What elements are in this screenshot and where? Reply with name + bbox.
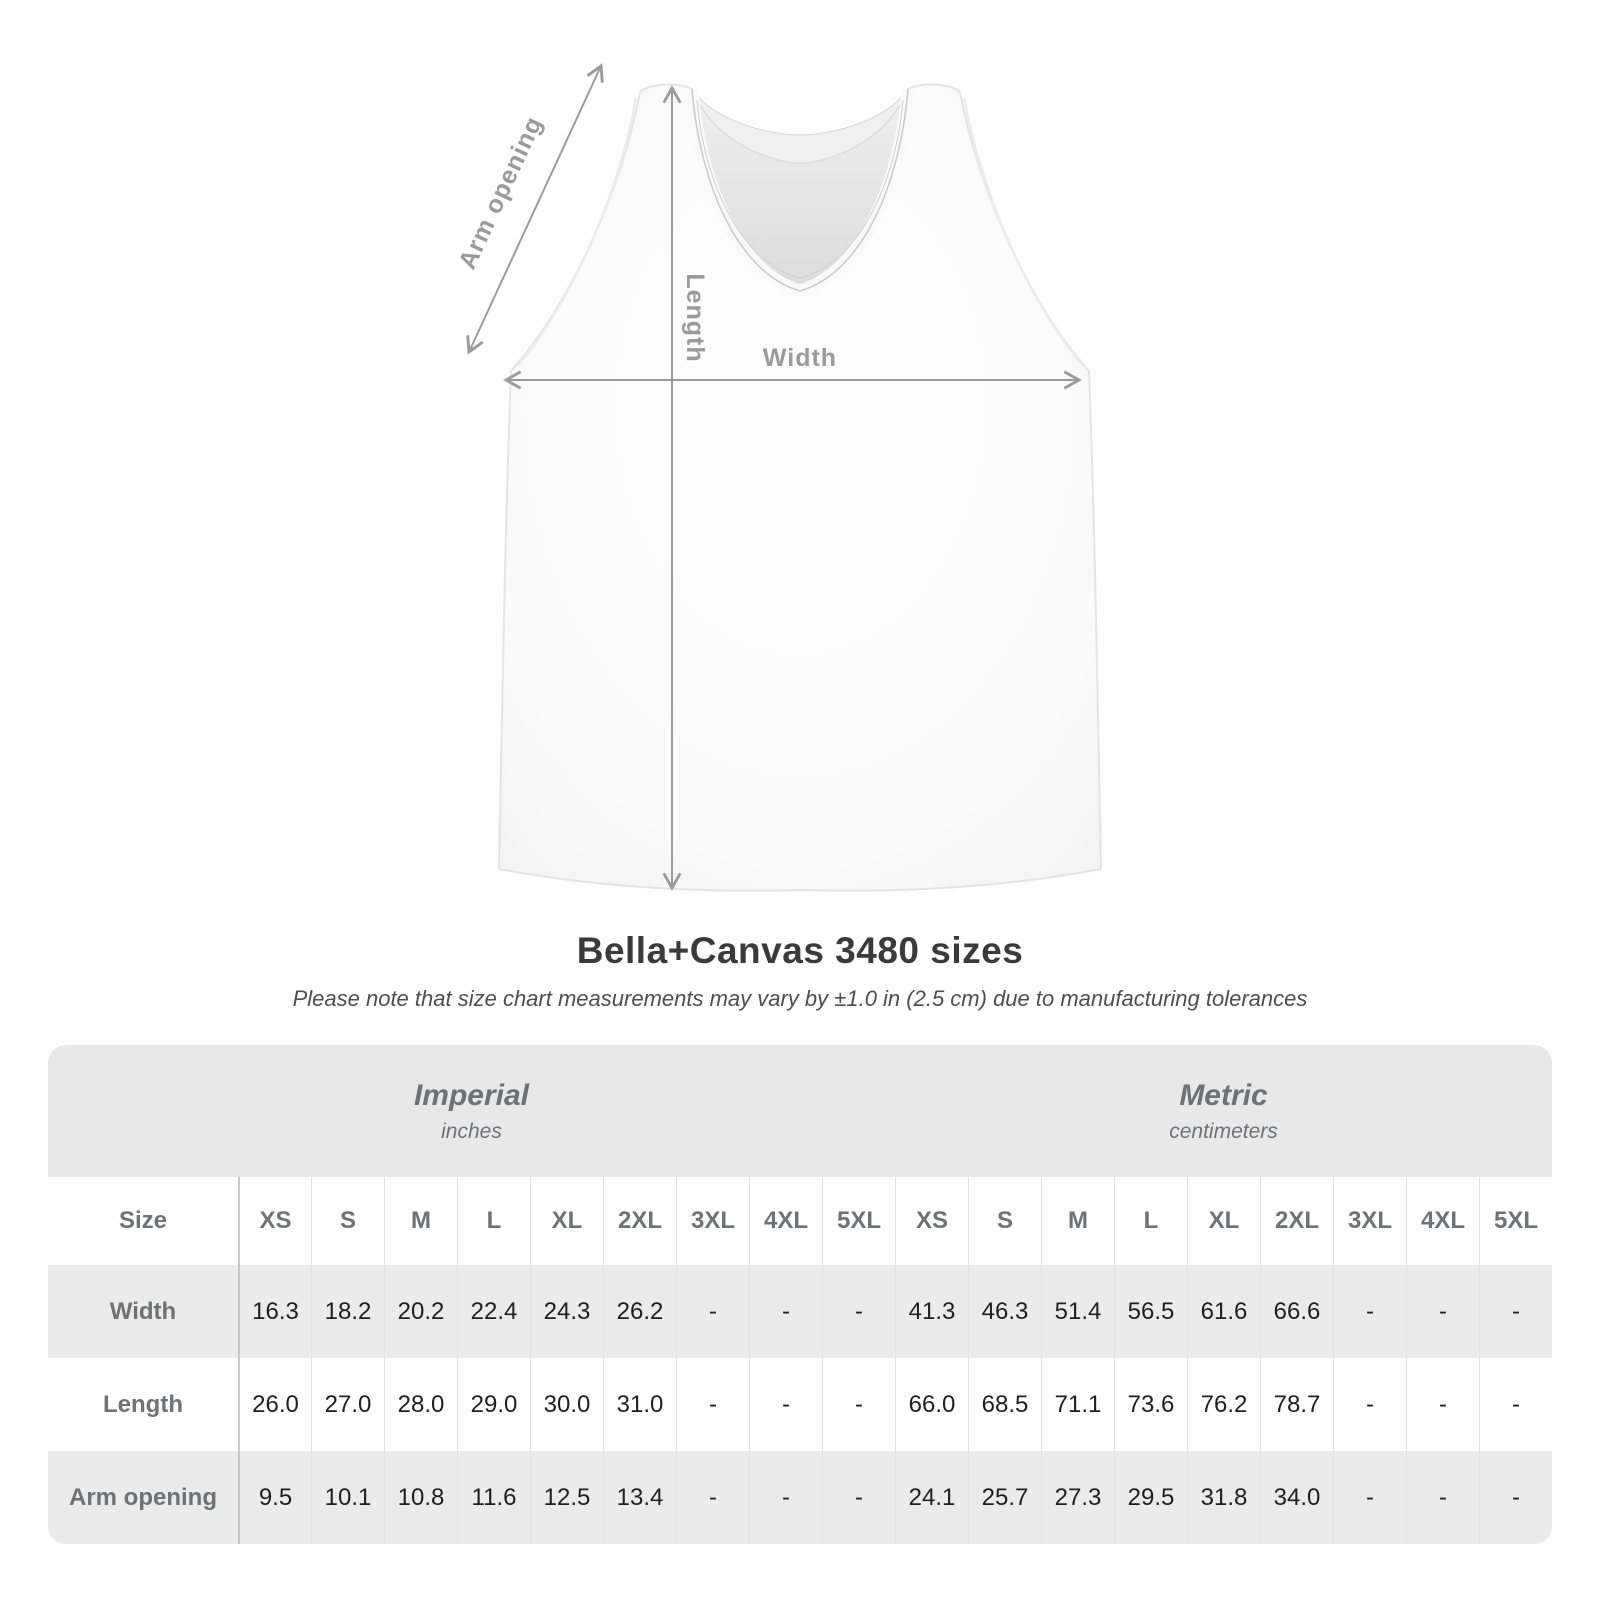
table-cell: - <box>1406 1358 1479 1451</box>
column-header: XL <box>530 1177 603 1265</box>
table-cell: 12.5 <box>530 1451 603 1544</box>
size-table <box>48 1177 1552 1544</box>
table-cell: 13.4 <box>603 1451 676 1544</box>
table-cell: 16.3 <box>238 1265 311 1358</box>
column-header: S <box>311 1177 384 1265</box>
table-cell: 10.8 <box>384 1451 457 1544</box>
table-cell: 18.2 <box>311 1265 384 1358</box>
table-cell: 26.2 <box>603 1265 676 1358</box>
table-cell: 25.7 <box>968 1451 1041 1544</box>
column-header: 5XL <box>1479 1177 1552 1265</box>
table-cell: 24.3 <box>530 1265 603 1358</box>
table-cell: 24.1 <box>895 1451 968 1544</box>
table-cell: 27.3 <box>1041 1451 1114 1544</box>
metric-header <box>895 1045 1552 1177</box>
table-cell: 71.1 <box>1041 1358 1114 1451</box>
column-header: S <box>968 1177 1041 1265</box>
table-cell: - <box>1333 1451 1406 1544</box>
table-cell: 66.0 <box>895 1358 968 1451</box>
table-cell: 51.4 <box>1041 1265 1114 1358</box>
table-cell: 34.0 <box>1260 1451 1333 1544</box>
table-cell: - <box>822 1451 895 1544</box>
table-cell: 28.0 <box>384 1358 457 1451</box>
column-header: 2XL <box>1260 1177 1333 1265</box>
table-cell: 76.2 <box>1187 1358 1260 1451</box>
table-cell: 56.5 <box>1114 1265 1187 1358</box>
table-cell: - <box>676 1358 749 1451</box>
table-cell: - <box>749 1265 822 1358</box>
column-header: XL <box>1187 1177 1260 1265</box>
column-header: XS <box>895 1177 968 1265</box>
table-cell: - <box>1333 1358 1406 1451</box>
table-cell: 73.6 <box>1114 1358 1187 1451</box>
table-cell: 10.1 <box>311 1451 384 1544</box>
imperial-units: inches <box>441 1119 502 1143</box>
page-title: Bella+Canvas 3480 sizes <box>576 930 1024 971</box>
table-cell: 11.6 <box>457 1451 530 1544</box>
table-cell: - <box>676 1451 749 1544</box>
table-cell: - <box>1333 1265 1406 1358</box>
column-header: 4XL <box>1406 1177 1479 1265</box>
column-header: M <box>1041 1177 1114 1265</box>
table-cell: 41.3 <box>895 1265 968 1358</box>
table-cell: - <box>1479 1358 1552 1451</box>
table-cell: 30.0 <box>530 1358 603 1451</box>
table-cell: 22.4 <box>457 1265 530 1358</box>
tolerance-note: Please note that size chart measurements may vary by ±1.0 in (2.5 cm) due to manufacturing tolerances <box>292 986 1308 1011</box>
table-cell: 20.2 <box>384 1265 457 1358</box>
column-header: 5XL <box>822 1177 895 1265</box>
table-cell: 31.8 <box>1187 1451 1260 1544</box>
column-header: M <box>384 1177 457 1265</box>
table-cell: - <box>822 1265 895 1358</box>
table-cell: 31.0 <box>603 1358 676 1451</box>
table-cell: 9.5 <box>238 1451 311 1544</box>
table-cell: 68.5 <box>968 1358 1041 1451</box>
row-label: Length <box>103 1390 183 1418</box>
imperial-label: Imperial <box>413 1078 530 1112</box>
table-cell: 46.3 <box>968 1265 1041 1358</box>
column-header: 3XL <box>1333 1177 1406 1265</box>
width-label: Width <box>762 344 838 372</box>
table-cell: 29.0 <box>457 1358 530 1451</box>
table-cell: - <box>1406 1265 1479 1358</box>
imperial-header <box>48 1045 895 1177</box>
table-cell: 29.5 <box>1114 1451 1187 1544</box>
table-cell: 66.6 <box>1260 1265 1333 1358</box>
column-header: XS <box>238 1177 311 1265</box>
table-cell: - <box>822 1358 895 1451</box>
table-cell: 26.0 <box>238 1358 311 1451</box>
column-header: 3XL <box>676 1177 749 1265</box>
unit-band <box>48 1045 1552 1177</box>
table-cell: 27.0 <box>311 1358 384 1451</box>
column-header: 2XL <box>603 1177 676 1265</box>
tank-top-illustration <box>499 84 1101 890</box>
length-label: Length <box>681 273 709 363</box>
column-header: 4XL <box>749 1177 822 1265</box>
table-cell: - <box>749 1358 822 1451</box>
row-label: Width <box>48 1265 238 1358</box>
table-cell: - <box>1479 1451 1552 1544</box>
table-cell: - <box>1406 1451 1479 1544</box>
column-header: L <box>457 1177 530 1265</box>
table-cell: - <box>749 1451 822 1544</box>
metric-label: Metric <box>1179 1078 1268 1112</box>
column-header-size: Size <box>118 1207 168 1234</box>
arm-opening-label: Arm opening <box>453 111 549 274</box>
table-cell: 78.7 <box>1260 1358 1333 1451</box>
table-cell: 61.6 <box>1187 1265 1260 1358</box>
column-header: L <box>1114 1177 1187 1265</box>
table-cell: - <box>1479 1265 1552 1358</box>
metric-units: centimeters <box>1169 1119 1278 1143</box>
table-cell: - <box>676 1265 749 1358</box>
row-label: Arm opening <box>48 1451 238 1544</box>
